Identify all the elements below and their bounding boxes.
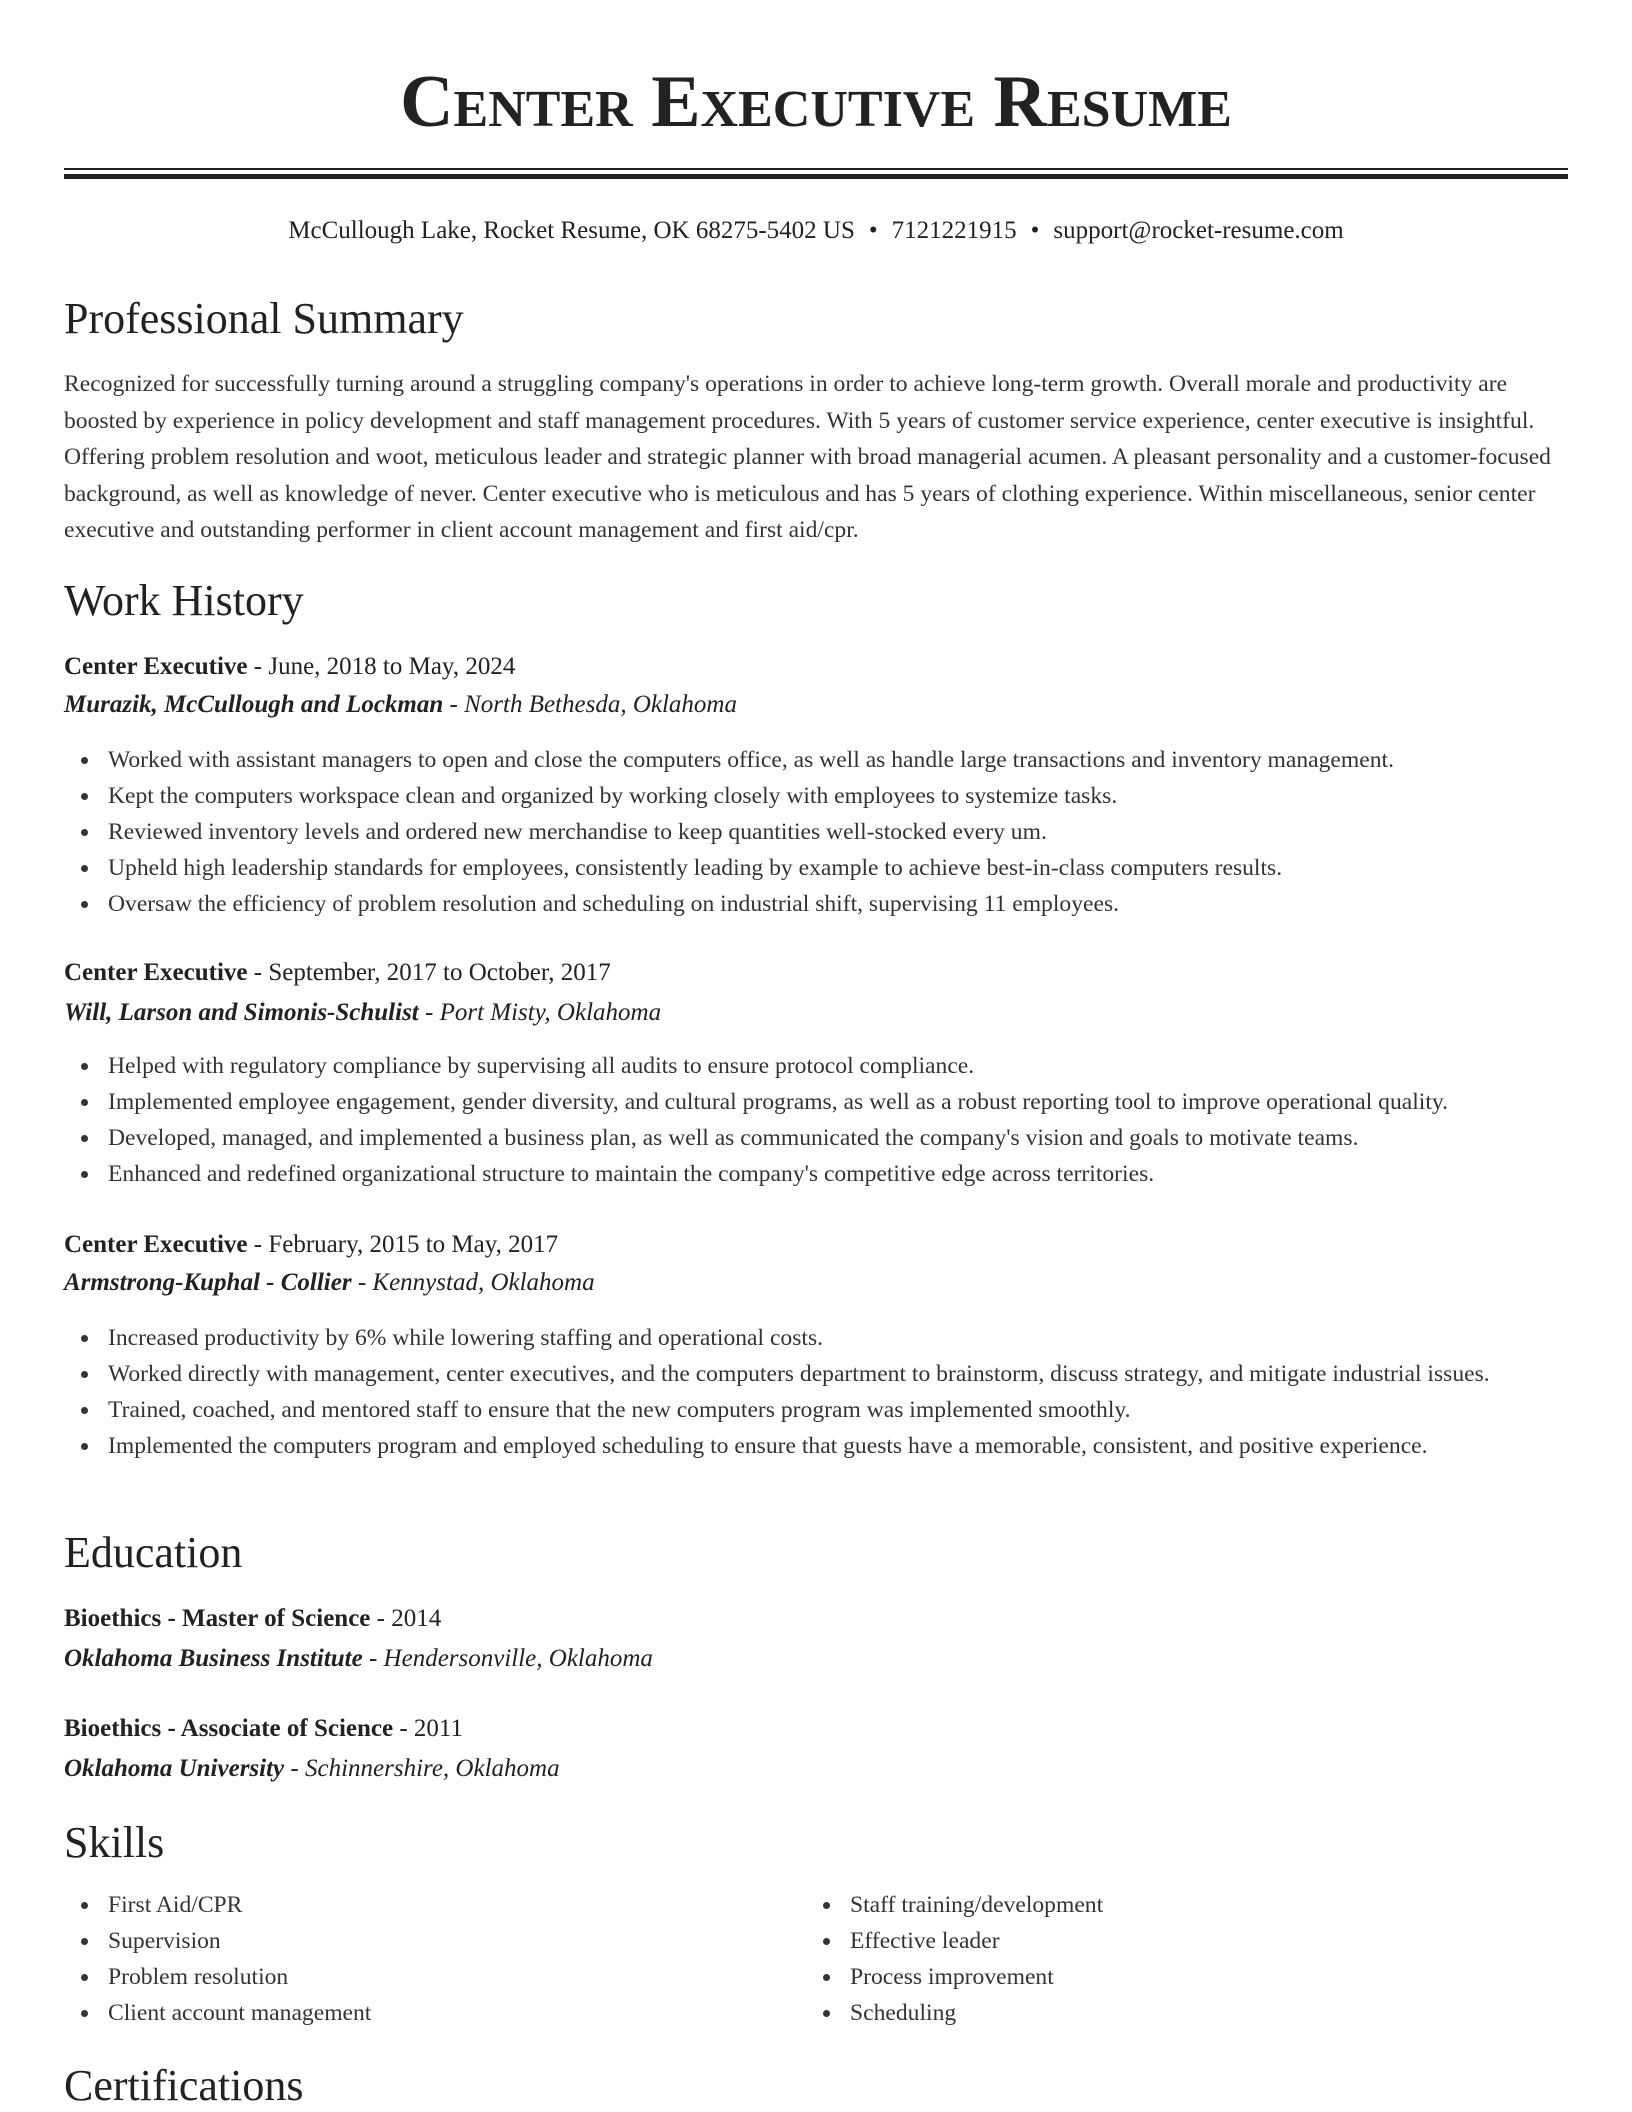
- school-location: - Hendersonville, Oklahoma: [362, 1645, 653, 1672]
- contact-address: McCullough Lake, Rocket Resume, OK 68275-5402 US: [288, 217, 855, 244]
- school-location: - Schinnershire, Oklahoma: [284, 1755, 560, 1782]
- section-heading-certifications: Certifications: [64, 2061, 304, 2110]
- list-item: Worked directly with management, center executives, and the computers department to brainstorm, discuss strategy, and mitigate industrial issues.: [108, 1356, 1568, 1392]
- summary-text: Recognized for successfully turning around a struggling company's operations in order to achieve long-term growth. Overall morale and productivity are boosted by experience in policy development and staff management procedures. With 5 years of customer service experience, center executive is insightful. Offering problem resolution and woot, meticulous leader and strategic planner with broad managerial acumen. A pleasant personality and a customer-focused background, as well as knowledge of never. Center executive who is meticulous and has 5 years of clothing experience. Within miscellaneous, senior center executive and outstanding performer in client account management and first aid/cpr.: [64, 371, 1551, 544]
- school-line: [64, 1642, 653, 1676]
- skills-list-right: [850, 1887, 1550, 2031]
- skill-item: Problem resolution: [108, 1959, 808, 1995]
- section-heading-skills: Skills: [64, 1818, 165, 1867]
- employer-name: Will, Larson and Simonis-Schulist: [64, 999, 419, 1026]
- skill-item: First Aid/CPR: [108, 1887, 808, 1923]
- degree-year: - 2014: [370, 1605, 442, 1632]
- job-title: Center Executive: [64, 1231, 248, 1258]
- list-item: Worked with assistant managers to open and close the computers office, as well as handle large transactions and inventory management.: [108, 742, 1568, 778]
- skill-item: Staff training/development: [850, 1887, 1550, 1923]
- list-item: Developed, managed, and implemented a business plan, as well as communicated the company's vision and goals to motivate teams.: [108, 1120, 1568, 1156]
- school-line: [64, 1752, 560, 1786]
- list-item: Increased productivity by 6% while lowering staffing and operational costs.: [108, 1320, 1568, 1356]
- employer-location: - Kennystad, Oklahoma: [351, 1269, 595, 1296]
- job-bullet-list: [108, 1320, 1568, 1464]
- page-title: Center Executive Resume: [400, 61, 1232, 143]
- title-divider-thin: [64, 168, 1568, 170]
- section-heading-education: Education: [64, 1528, 243, 1577]
- school-name: Oklahoma University: [64, 1755, 285, 1782]
- contact-email: support@rocket-resume.com: [1053, 217, 1344, 244]
- section-heading-summary: Professional Summary: [64, 294, 464, 343]
- skill-item: Supervision: [108, 1923, 808, 1959]
- list-item: Implemented employee engagement, gender diversity, and cultural programs, as well as a robust reporting tool to improve operational quality.: [108, 1084, 1568, 1120]
- job-bullet-list: [108, 742, 1568, 922]
- skills-list-left: [108, 1887, 808, 2031]
- contact-phone: 7121221915: [891, 217, 1017, 244]
- contact-line: [64, 214, 1568, 248]
- job-title-line: [64, 650, 515, 684]
- employer-line: [64, 1266, 595, 1300]
- title-divider-thick: [64, 174, 1568, 179]
- list-item: Reviewed inventory levels and ordered new merchandise to keep quantities well-stocked every um.: [108, 814, 1568, 850]
- employer-line: [64, 996, 661, 1030]
- list-item: Implemented the computers program and employed scheduling to ensure that guests have a memorable, consistent, and positive experience.: [108, 1428, 1568, 1464]
- job-title: Center Executive: [64, 653, 248, 680]
- degree-year: - 2011: [393, 1715, 464, 1742]
- job-dates: - June, 2018 to May, 2024: [247, 653, 516, 680]
- job-dates: - February, 2015 to May, 2017: [247, 1231, 559, 1258]
- job-dates: - September, 2017 to October, 2017: [247, 959, 611, 986]
- job-title-line: [64, 1228, 558, 1262]
- list-item: Upheld high leadership standards for employees, consistently leading by example to achieve best-in-class computers results.: [108, 850, 1568, 886]
- degree-name: Bioethics - Master of Science: [64, 1605, 371, 1632]
- job-title-line: [64, 956, 611, 990]
- section-heading-work-history: Work History: [64, 576, 304, 625]
- employer-line: [64, 688, 737, 722]
- employer-name: Armstrong-Kuphal - Collier: [64, 1269, 352, 1296]
- list-item: Oversaw the efficiency of problem resolution and scheduling on industrial shift, supervising 11 employees.: [108, 886, 1568, 922]
- skill-item: Process improvement: [850, 1959, 1550, 1995]
- skill-item: Scheduling: [850, 1995, 1550, 2031]
- skill-item: Effective leader: [850, 1923, 1550, 1959]
- employer-location: - Port Misty, Oklahoma: [418, 999, 662, 1026]
- skill-item: Client account management: [108, 1995, 808, 2031]
- employer-name: Murazik, McCullough and Lockman: [64, 691, 444, 718]
- degree-line: [64, 1602, 441, 1636]
- list-item: Kept the computers workspace clean and organized by working closely with employees to systemize tasks.: [108, 778, 1568, 814]
- job-bullet-list: [108, 1048, 1568, 1192]
- degree-line: [64, 1712, 463, 1746]
- degree-name: Bioethics - Associate of Science: [64, 1715, 394, 1742]
- list-item: Helped with regulatory compliance by supervising all audits to ensure protocol compliance.: [108, 1048, 1568, 1084]
- job-title: Center Executive: [64, 959, 248, 986]
- list-item: Trained, coached, and mentored staff to ensure that the new computers program was implemented smoothly.: [108, 1392, 1568, 1428]
- employer-location: - North Bethesda, Oklahoma: [443, 691, 737, 718]
- school-name: Oklahoma Business Institute: [64, 1645, 363, 1672]
- list-item: Enhanced and redefined organizational structure to maintain the company's competitive edge across territories.: [108, 1156, 1568, 1192]
- contact-separator: •: [868, 217, 878, 244]
- contact-separator: •: [1030, 217, 1040, 244]
